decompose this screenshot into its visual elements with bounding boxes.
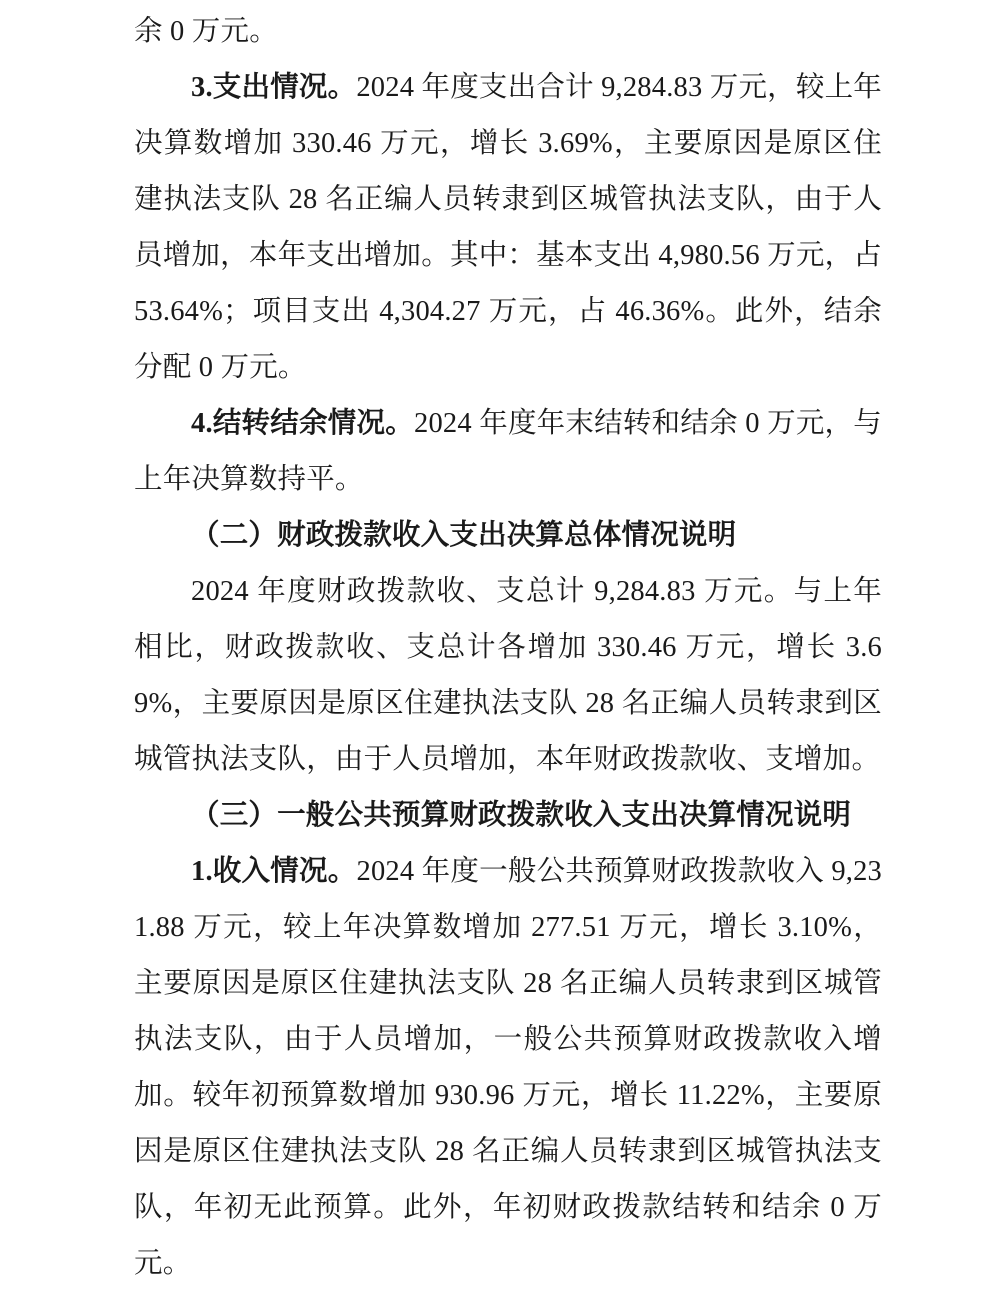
heading-section-two — [134, 508, 882, 564]
paragraph-text: 余 0 万元。 — [134, 16, 278, 47]
paragraph-expenditure — [134, 60, 882, 396]
paragraph-text: 2024 年度一般公共预算财政拨款收入 9,231.88 万元，较上年决算数增加 277.51 万元，增长 3.10%，主要原因是原区住建执法支队 28 名正编人员转隶到区城管执法支队，由于人员增加，一般公共预算财政拨款收入增加。较年初预算数增加 930.96 万元，增长 11.22%，主要原因是原区住建执法支队 28 名正编人员转隶到区城管执法支队，年初无此预算。此外，年初财政拨款结转和结余 0 万元。 — [134, 856, 882, 1279]
paragraph-lead: 1.收入情况。 — [191, 856, 357, 887]
paragraph-carryover-tail — [134, 4, 882, 60]
heading-text: （三）一般公共预算财政拨款收入支出决算情况说明 — [191, 800, 852, 831]
paragraph-text: 2024 年度年末结转和结余 0 万元，与上年决算数持平。 — [134, 408, 882, 495]
paragraph-lead: 3.支出情况。 — [191, 72, 357, 103]
heading-text: （二）财政拨款收入支出决算总体情况说明 — [191, 520, 737, 551]
paragraph-balance-carryforward — [134, 396, 882, 508]
heading-section-three — [134, 788, 882, 844]
paragraph-income — [134, 844, 882, 1292]
paragraph-lead: 4.结转结余情况。 — [191, 408, 415, 439]
paragraph-fiscal-total — [134, 564, 882, 788]
paragraph-text: 2024 年度支出合计 9,284.83 万元，较上年决算数增加 330.46 万元，增长 3.69%，主要原因是原区住建执法支队 28 名正编人员转隶到区城管执法支队，由于人员增加，本年支出增加。其中：基本支出 4,980.56 万元，占 53.64%；项目支出 4,304.27 万元，占 46.36%。此外，结余分配 0 万元。 — [134, 72, 883, 383]
paragraph-text: 2024 年度财政拨款收、支总计 9,284.83 万元。与上年相比，财政拨款收、支总计各增加 330.46 万元，增长 3.69%，主要原因是原区住建执法支队 28 名正编人员转隶到区城管执法支队，由于人员增加，本年财政拨款收、支增加。 — [134, 576, 882, 775]
document-body — [134, 0, 882, 1292]
